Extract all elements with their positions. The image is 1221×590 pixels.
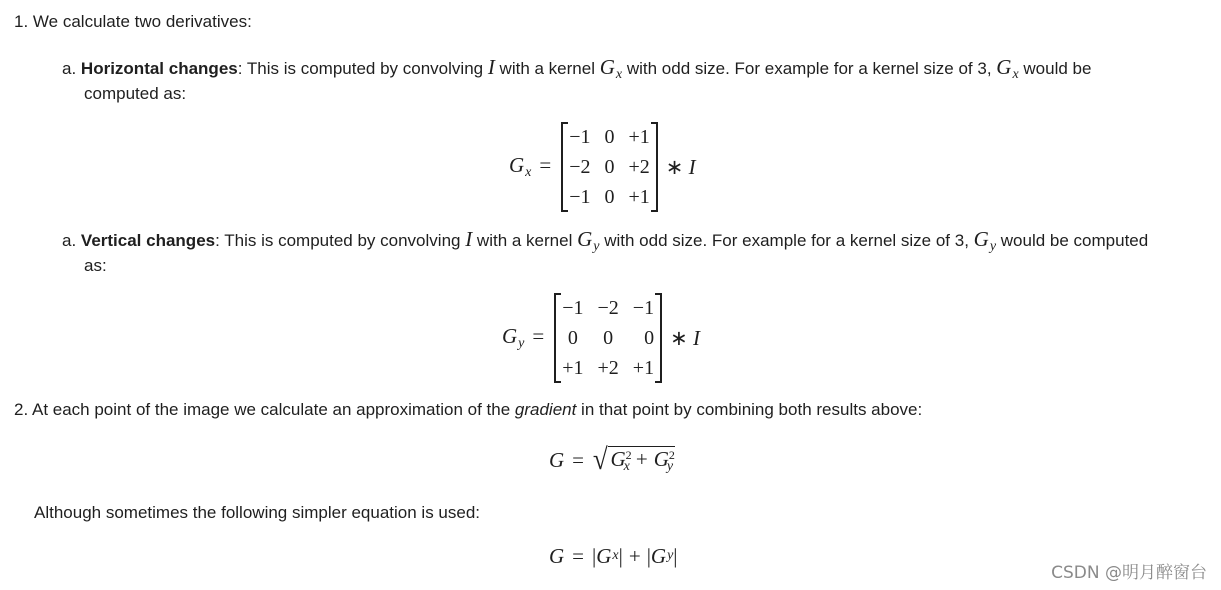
vertical-changes-line-2 [84, 254, 107, 278]
gx-rhs: ∗ I [665, 154, 696, 179]
vertical-marker: a. [62, 231, 77, 250]
gy-matrix-cell: −1 [632, 297, 655, 319]
var-i-2: I [465, 227, 473, 251]
var-i: I [487, 55, 495, 79]
horizontal-marker: a. [62, 59, 77, 78]
vertical-text-1: : This is computed by convolving [215, 231, 466, 250]
gy-matrix-cell: +2 [597, 357, 619, 379]
horizontal-text-4: would be [1018, 59, 1092, 78]
gy-matrix-cell: −2 [597, 297, 619, 319]
gx-lhs: $G_x$ = [509, 153, 552, 180]
gx-matrix-cell: −1 [569, 186, 591, 208]
gx-matrix-cell: −1 [569, 126, 591, 148]
kernel-gy-2: $G_y$ [973, 227, 997, 254]
gx-matrix-cell: −2 [569, 156, 591, 178]
gradient-magnitude-equation [549, 440, 675, 480]
plus-sign: + [628, 543, 641, 568]
simpler-equation-text [34, 501, 480, 525]
vertical-text-2: with a kernel [472, 231, 578, 250]
horizontal-text-1: : This is computed by convolving [237, 59, 488, 78]
simpler-text: Although sometimes the following simpler equation is used: [34, 503, 481, 522]
gy-matrix-cell: 0 [567, 327, 578, 349]
gy-lhs: $G_y$ = [502, 324, 545, 351]
gy-matrix-cell: +1 [632, 357, 655, 379]
kernel-gy: $G_y$ [577, 227, 600, 254]
vertical-title: Vertical changes [80, 231, 216, 250]
gx-matrix-cell: 0 [604, 156, 615, 178]
g-lhs-2: G [549, 543, 565, 568]
csdn-watermark: CSDN @明月醉窗台 [1051, 563, 1207, 583]
radicand: $G^2_x + G^2_y$ [610, 447, 675, 474]
gx-equation [509, 124, 696, 210]
vertical-text-3: with odd size. For example for a kernel size of 3, [599, 231, 974, 250]
gy-abs-sub: y [667, 548, 674, 563]
simpler-equation [549, 541, 678, 571]
abs-bar-4: | [673, 543, 678, 568]
vertical-text-5: as: [84, 256, 107, 275]
abs-bar-3: | [646, 543, 651, 568]
gx-matrix-cell: +2 [628, 156, 650, 178]
sqrt-expression [592, 445, 675, 475]
gx-abs-g: G [596, 543, 612, 568]
step-2-number: 2. [14, 400, 29, 419]
kernel-gx: $G_x$ [599, 55, 623, 82]
abs-bar-2: | [618, 543, 623, 568]
gx-abs-sub: x [612, 548, 619, 563]
horizontal-changes-line-2 [84, 82, 186, 106]
step-2-line [14, 398, 922, 422]
gx-matrix-cell: +1 [628, 186, 650, 208]
step-1-text: We calculate two derivatives: [32, 12, 252, 31]
horizontal-text-3: with odd size. For example for a kernel size of 3, [622, 59, 997, 78]
gy-matrix-cell: 0 [603, 327, 614, 349]
horizontal-text-2: with a kernel [494, 59, 600, 78]
gy-matrix-cell: +1 [562, 357, 584, 379]
gy-matrix-cell: −1 [562, 297, 584, 319]
g-equals: = [572, 447, 585, 472]
step-2-text-2: in that point by combining both results above: [576, 400, 923, 419]
gx-matrix-cell: 0 [604, 126, 615, 148]
horizontal-changes-line-1 [62, 55, 1091, 87]
radical-sign: √ [592, 443, 608, 476]
gy-matrix-cell: 0 [644, 327, 655, 349]
gx-matrix-cell: +1 [628, 126, 650, 148]
gy-equation [502, 295, 700, 381]
g-lhs: G [549, 447, 565, 472]
gy-abs-g: G [650, 543, 667, 568]
gradient-emphasis: gradient [514, 400, 577, 419]
vertical-changes-line-1 [62, 227, 1148, 259]
gy-kernel-matrix [554, 295, 662, 381]
step-2-text-1: At each point of the image we calculate an approximation of the [31, 400, 515, 419]
gy-rhs: ∗ I [670, 325, 700, 350]
gx-matrix-cell: 0 [604, 186, 615, 208]
kernel-gx-2: $G_x$ [996, 55, 1019, 82]
horizontal-text-5: computed as: [84, 84, 187, 103]
g-equals-2: = [572, 543, 585, 568]
step-1-number: 1. [14, 12, 29, 31]
gx-kernel-matrix [561, 124, 658, 210]
horizontal-title: Horizontal changes [80, 59, 238, 78]
abs-bar-1: | [592, 543, 597, 568]
step-1-line [14, 10, 252, 34]
vertical-text-4: would be computed [996, 231, 1149, 250]
